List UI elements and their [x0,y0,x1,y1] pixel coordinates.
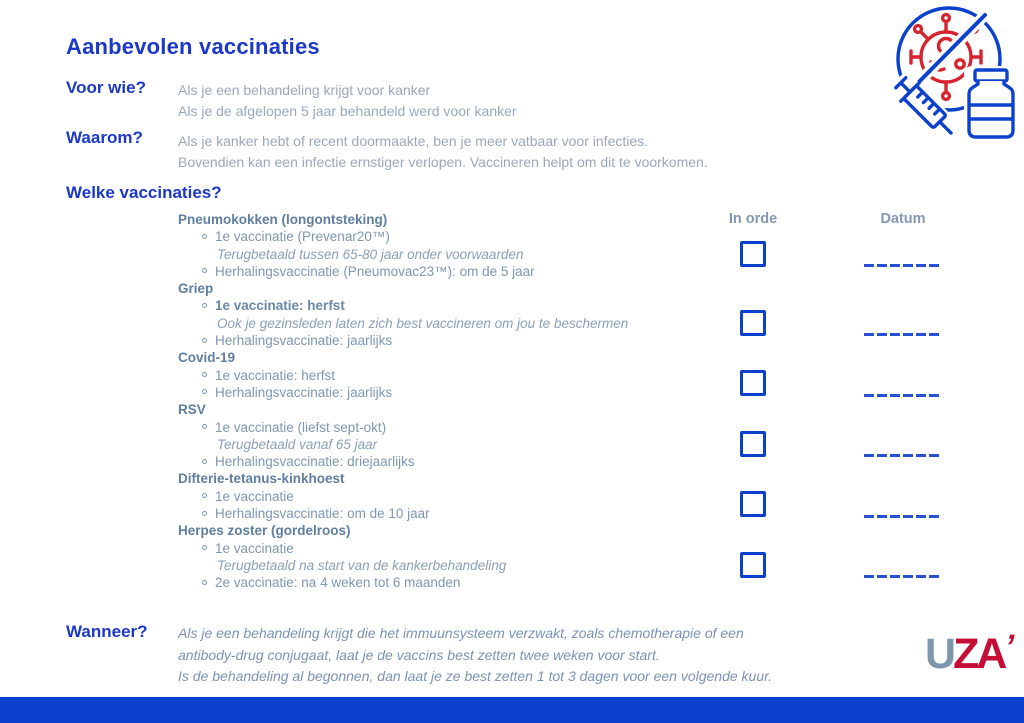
list-item: 1e vaccinatie [178,540,698,557]
waarom-line-2: Bovendien kan een infectie ernstiger verlopen. Vaccineren helpt om dit te voorkomen. [178,154,708,170]
bullet-circle-icon [202,511,207,516]
uza-logo-apostrophe: ’ [1001,628,1016,666]
group-name: Difterie-tetanus-kinkhoest [178,471,345,487]
list-item: Herhalingsvaccinatie: driejaarlijks [178,453,698,470]
datum-field-difterie[interactable] [864,515,942,518]
vaccine-vial-icon [964,66,1018,140]
voor-wie-line-1: Als je een behandeling krijgt voor kanker [178,82,431,98]
in-orde-checkbox-herpes-zoster[interactable] [740,552,766,578]
list-item-note: Terugbetaald na start van de kankerbehandeling [217,557,507,573]
list-item-note: Terugbetaald tussen 65-80 jaar onder voorwaarden [217,246,524,262]
datum-field-herpes-zoster[interactable] [864,575,942,578]
list-item: 2e vaccinatie: na 4 weken tot 6 maanden [178,574,698,591]
section-label-welke-vaccinaties: Welke vaccinaties? [66,183,222,202]
section-body-wanneer [178,623,772,688]
in-orde-checkbox-difterie[interactable] [740,491,766,517]
in-orde-checkbox-griep[interactable] [740,310,766,336]
list-item: Herhalingsvaccinatie: om de 10 jaar [178,505,698,522]
waarom-line-1: Als je kanker hebt of recent doormaakte, ben je meer vatbaar voor infecties. [178,133,649,149]
bullet-circle-icon [202,545,207,550]
bullet-circle-icon [202,234,207,239]
bullet-circle-icon [202,459,207,464]
vaccine-group-pneumokokken [178,211,998,280]
bullet-circle-icon [202,580,207,585]
section-body-waarom [178,131,708,173]
datum-field-rsv[interactable] [864,454,942,457]
bullet-circle-icon [202,424,207,429]
column-header-in-orde: In orde [728,211,778,227]
wanneer-line-3: Is de behandeling al begonnen, dan laat je ze best zetten 1 tot 3 dagen voor een volgende kuur. [178,668,773,684]
vaccination-table [178,211,998,592]
list-item: Herhalingsvaccinatie: jaarlijks [178,332,698,349]
uza-logo-za: ZA [953,630,1005,678]
list-item: 1e vaccinatie (Prevenar20™) [178,228,698,245]
no-virus-vaccination-icon [873,2,1023,142]
group-name: Pneumokokken (longontsteking) [178,212,388,227]
group-name: Herpes zoster (gordelroos) [178,523,351,539]
vaccine-group-rsv [178,401,998,470]
list-item-note: Ook je gezinsleden laten zich best vaccineren om jou te beschermen [217,315,629,331]
datum-field-griep[interactable] [864,333,942,336]
bullet-circle-icon [202,493,207,498]
vaccine-groups [178,211,998,592]
list-item: 1e vaccinatie: herfst [178,367,698,384]
group-name: Griep [178,281,214,297]
list-item: Herhalingsvaccinatie: jaarlijks [178,384,698,401]
vaccine-group-herpes-zoster [178,522,998,591]
bullet-circle-icon [202,389,207,394]
footer-bar [0,697,1024,723]
list-item: 1e vaccinatie [178,488,698,505]
in-orde-checkbox-pneumokokken[interactable] [740,241,766,267]
group-name: RSV [178,402,206,418]
group-name: Covid-19 [178,350,236,366]
list-item-note: Terugbetaald vanaf 65 jaar [217,436,378,452]
datum-field-pneumokokken[interactable] [864,264,942,267]
vaccine-group-covid-19 [178,349,998,401]
list-item: Herhalingsvaccinatie (Pneumovac23™): om de 5 jaar [178,263,698,280]
uza-logo [925,628,1016,681]
vaccine-group-griep [178,280,998,349]
section-label-waarom: Waarom? [66,128,143,147]
section-label-voor-wie: Voor wie? [66,78,146,97]
datum-field-covid-19[interactable] [864,394,942,397]
section-label-wanneer: Wanneer? [66,622,148,641]
in-orde-checkbox-rsv[interactable] [740,431,766,457]
page-title: Aanbevolen vaccinaties [66,34,320,59]
list-item: 1e vaccinatie: herfst [178,297,698,314]
list-item: 1e vaccinatie (liefst sept-okt) [178,419,698,436]
section-body-voor-wie [178,80,517,122]
vaccine-group-difterie [178,470,998,522]
bullet-circle-icon [202,303,207,308]
bullet-circle-icon [202,338,207,343]
bullet-circle-icon [202,372,207,377]
in-orde-checkbox-covid-19[interactable] [740,370,766,396]
bullet-circle-icon [202,268,207,273]
wanneer-line-2: antibody-drug conjugaat, laat je de vaccins best zetten twee weken voor start. [178,646,660,663]
voor-wie-line-2: Als je de afgelopen 5 jaar behandeld werd voor kanker [178,103,517,119]
uza-logo-u: U [925,630,954,678]
wanneer-line-1: Als je een behandeling krijgt die het immuunsysteem verzwakt, zoals chemotherapie of een [178,625,744,641]
column-header-datum: Datum [880,211,926,227]
